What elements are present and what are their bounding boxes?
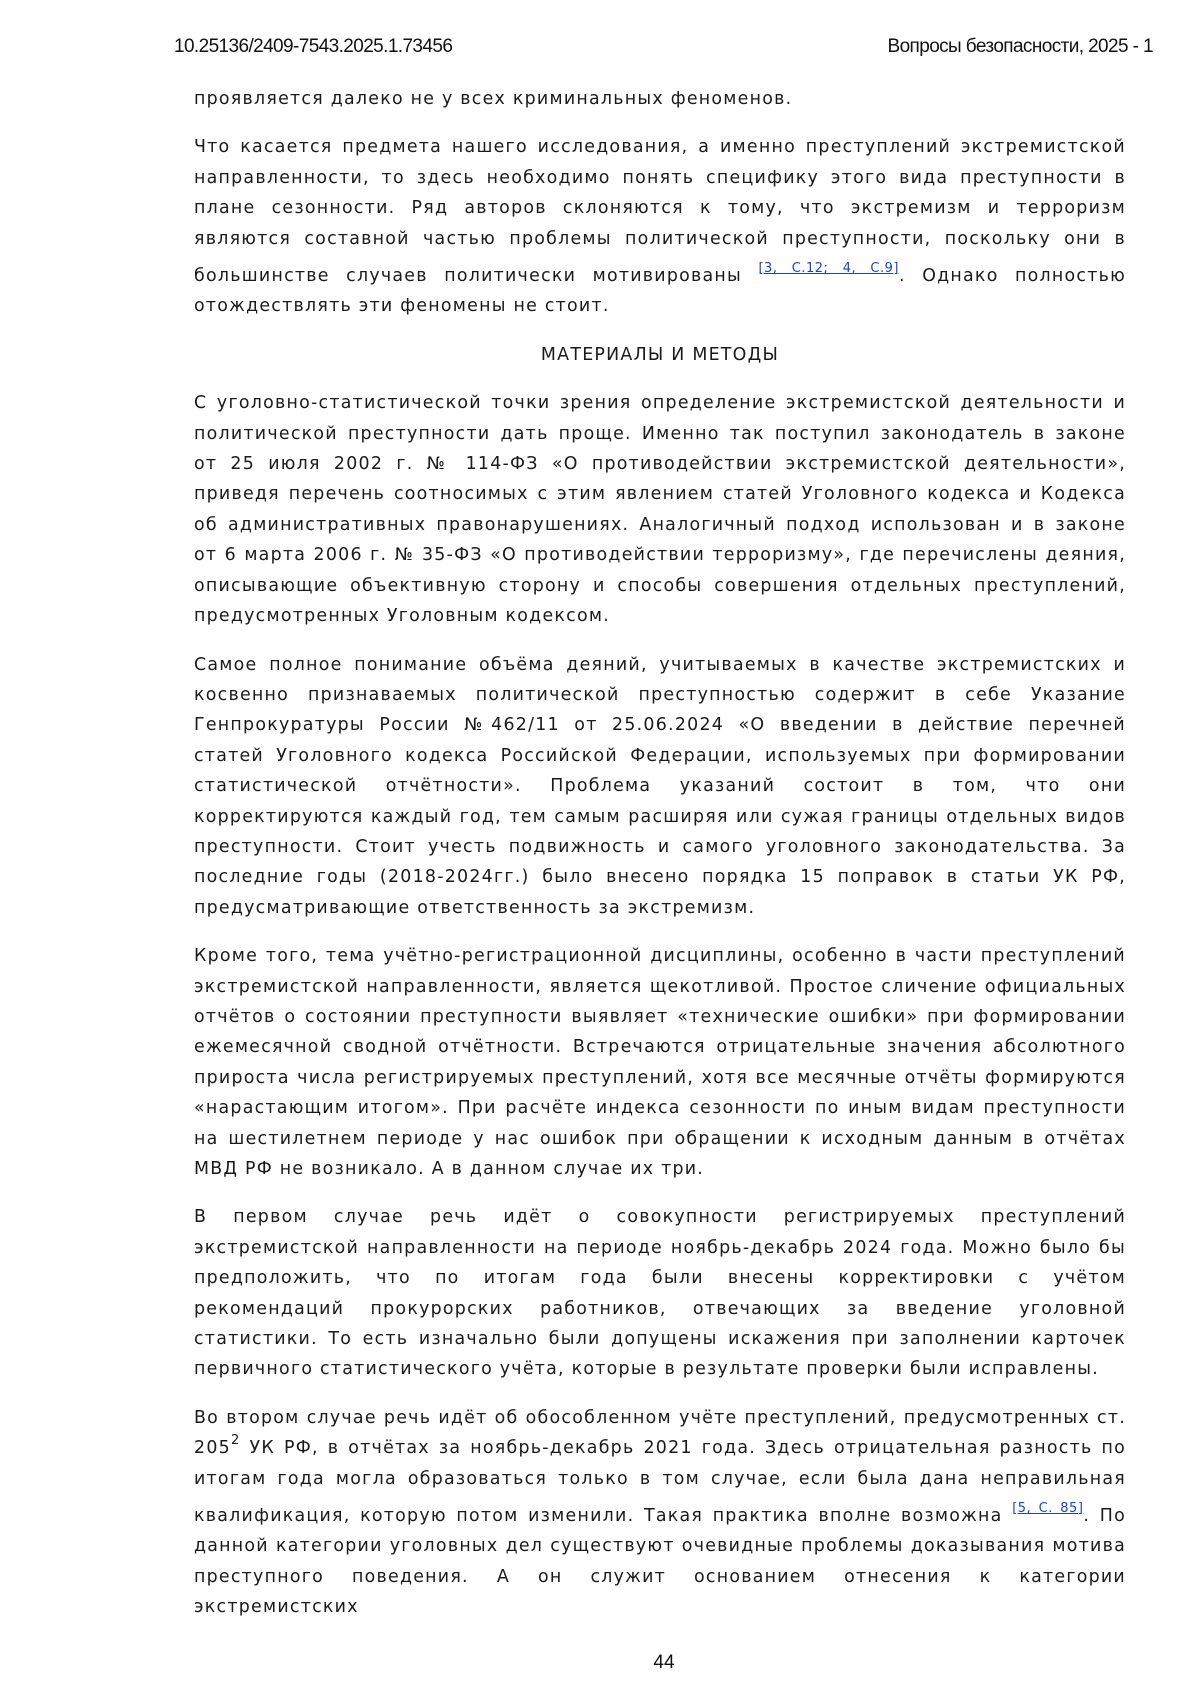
paragraph-registration-discipline: Кроме того, тема учётно-регистрационной дисциплины, особенно в части преступлений экстремистской направленности, является щекотливой. Простое сличение официальных отчётов о состоянии преступности выявляет «технические ошибки» при формировании ежемесячной сводной отчётности. Встречаются отрицательные значения абсолютного прироста числа регистрируемых преступлений, хотя все месячные отчёты формируются «нарастающим итогом». При расчёте индекса сезонности по иным видам преступности на шестилетнем периоде у нас ошибок при обращении к исходным данным в отчётах МВД РФ не возникало. А в данном случае их три. <box>194 946 1126 1179</box>
paragraph-prosecutor-order: Самое полное понимание объёма деяний, учитываемых в качестве экстремистских и косвенно признаваемых политической преступностью содержит в себе Указание Генпрокуратуры России №462/11 от 25.06.2024 «О введении в действие перечней статей Уголовного кодекса Российской Федерации, используемых при формировании статистической отчётности». Проблема указаний состоит в том, что они корректируются каждый год, тем самым расширяя или сужая границы отдельных видов преступности. Стоит учесть подвижность и самого уголовного законодательства. За последние годы (2018-2024гг.) было внесено порядка 15 поправок в статьи УК РФ, предусматривающие ответственность за экстремизм. <box>194 654 1126 918</box>
paragraph-legal-definition: С уголовно-статистической точки зрения определение экстремистской деятельности и политической преступности дать проще. Именно так поступил законодатель в законе от 25 июля 2002 г. № 114-ФЗ «О противодействии экстремистской деятельности», приведя перечень соотносимых с этим явлением статей Уголовного кодекса и Кодекса об административных правонарушениях. Аналогичный подход использован и в законе от 6 марта 2006 г. № 35-ФЗ «О противодействии терроризму», где перечислены деяния, описывающие объективную сторону и способы совершения отдельных преступлений, предусмотренных Уголовным кодексом. <box>194 393 1126 627</box>
article-body <box>194 84 1126 1641</box>
paragraph-continuation: проявляется далеко не у всех криминальных феноменов. <box>194 89 793 109</box>
doi-header: 10.25136/2409-7543.2025.1.73456 <box>174 36 453 57</box>
section-heading: МАТЕРИАЛЫ И МЕТОДЫ <box>540 344 780 365</box>
article-superscript: 2 <box>230 1433 241 1449</box>
paragraph-subject <box>194 132 1126 321</box>
paragraph-text: УК РФ, в отчётах за ноябрь-декабрь 2021 года. Здесь отрицательная разность по итогам года могла образоваться только в том случае, если была дана неправильная квалификация, которую потом изменили. Такая практика вполне возможна <box>194 1438 1126 1527</box>
paragraph-second-case <box>194 1403 1126 1623</box>
citation-link[interactable]: [5, С. 85] <box>1012 1501 1084 1517</box>
paragraph-text: Что касается предмета нашего исследования, а именно преступлений экстремистской направленности, то здесь необходимо понять специфику этого вида преступности в плане сезонности. Ряд авторов склоняются к тому, что экстремизм и терроризм являются составной частью проблемы политической преступности, поскольку они в большинстве случаев политически мотивированы <box>194 137 1126 287</box>
paragraph-text: . По данной категории уголовных дел существуют очевидные проблемы доказывания мотива преступного поведения. А он служит основанием отнесения к категории экстремистских <box>194 1506 1126 1618</box>
paragraph-first-case: В первом случае речь идёт о совокупности регистрируемых преступлений экстремистской направленности на периоде ноябрь-декабрь 2024 года. Можно было бы предположить, что по итогам года были внесены корректировки с учётом рекомендаций прокурорских работников, отвечающих за введение уголовной статистики. То есть изначально были допущены искажения при заполнении карточек первичного статистического учёта, которые в результате проверки были исправлены. <box>194 1207 1126 1380</box>
page-number: 44 <box>653 1652 675 1673</box>
paragraph-text: . Однако полностью отождествлять эти феномены не стоит. <box>194 266 1126 317</box>
paragraph-text: Во втором случае речь идёт об обособленном учёте преступлений, предусмотренных ст. 205 <box>194 1407 1126 1459</box>
journal-header: Вопросы безопасности, 2025 - 1 <box>887 36 1153 57</box>
citation-link[interactable]: [3, С.12; 4, С.9] <box>758 261 899 277</box>
